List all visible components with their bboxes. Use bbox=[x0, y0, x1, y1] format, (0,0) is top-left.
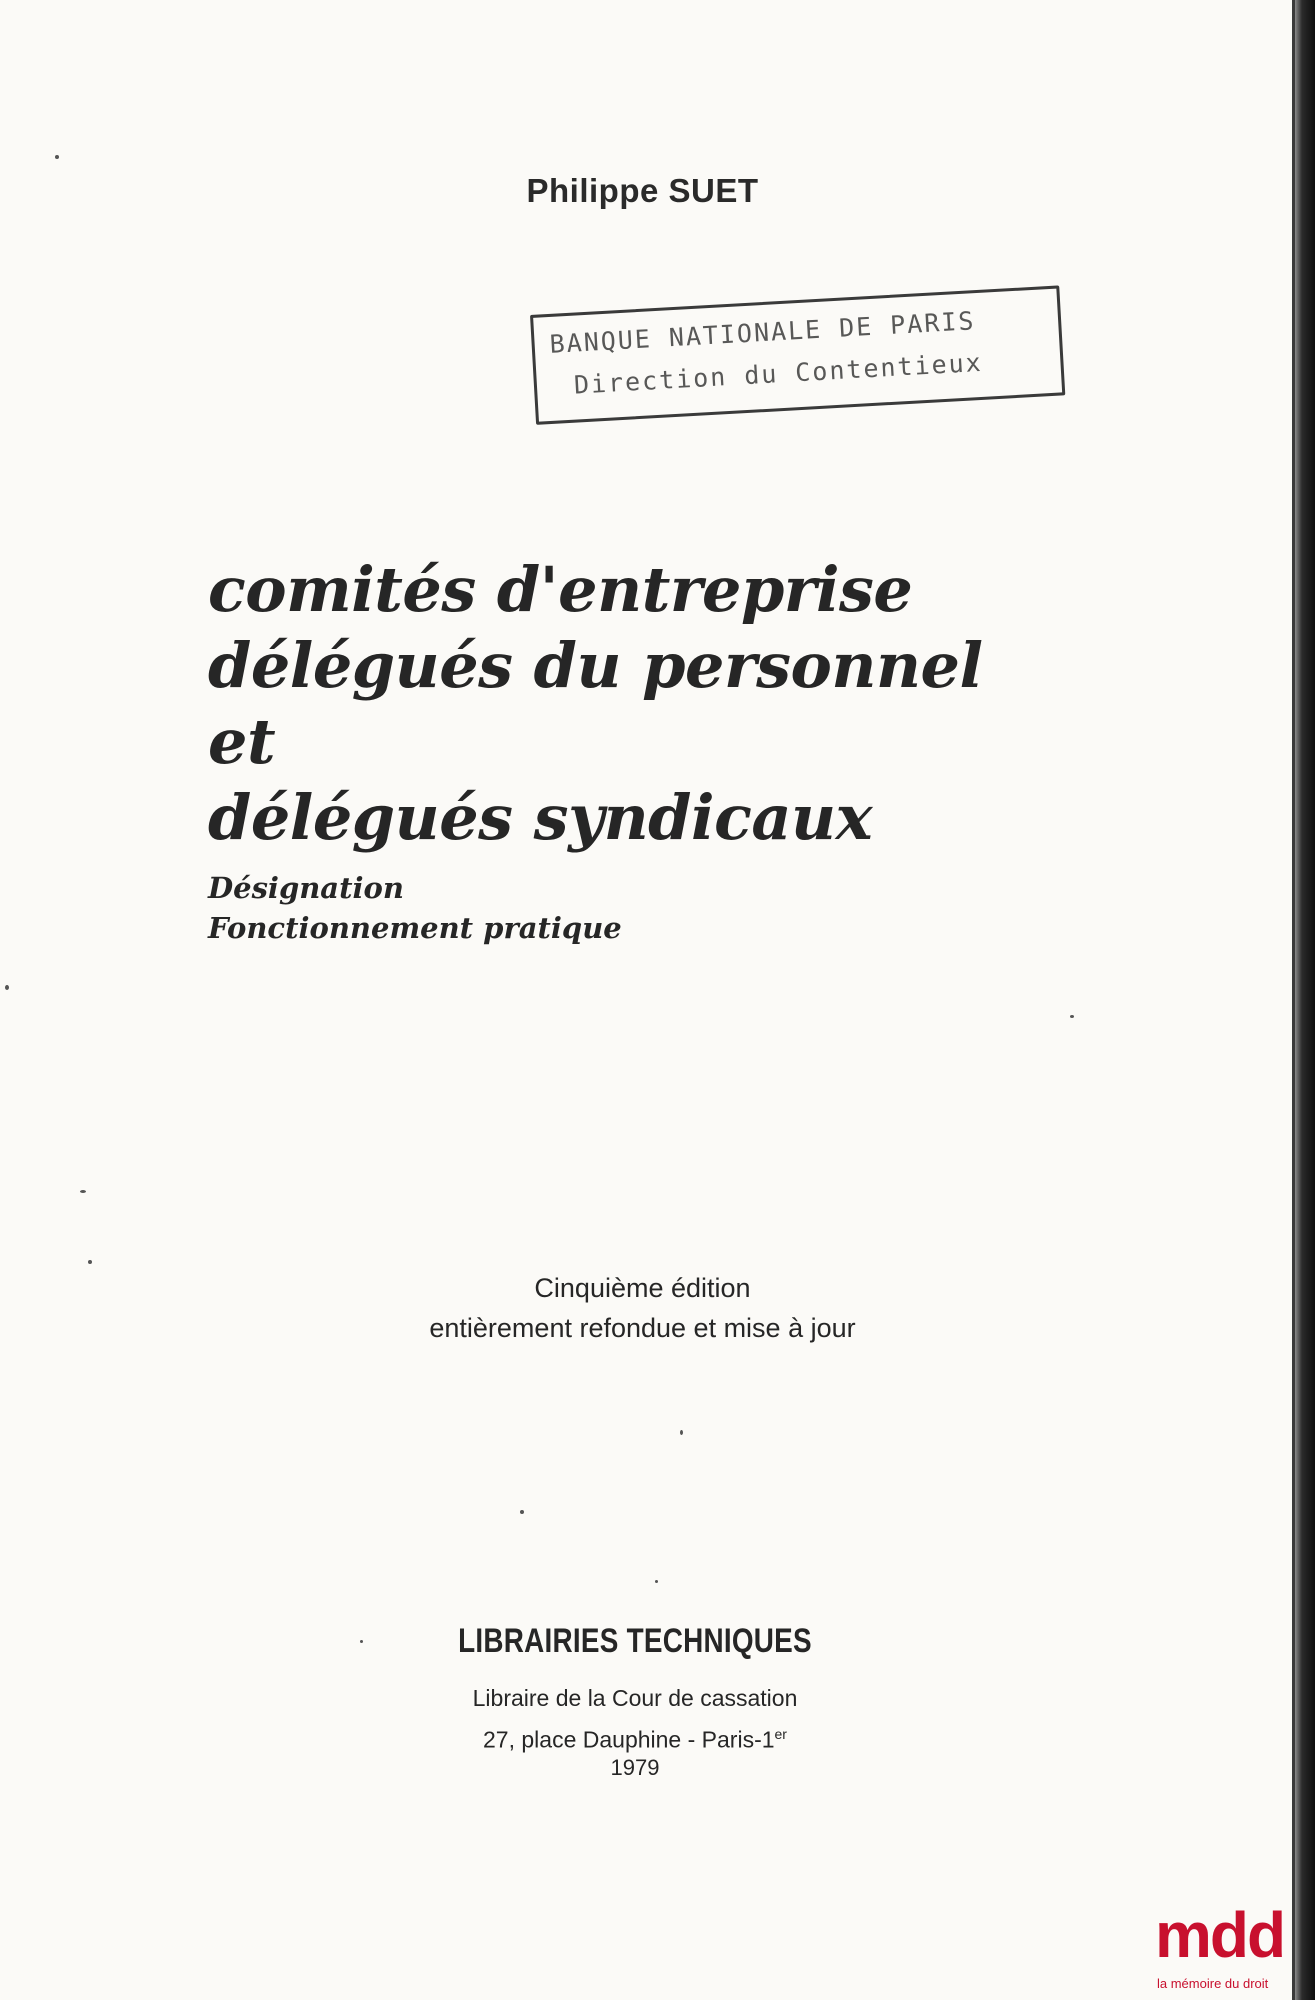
mdd-logo-tagline: la mémoire du droit bbox=[1157, 1976, 1269, 1991]
scan-speck bbox=[655, 1580, 658, 1583]
subtitle-line-1: Désignation bbox=[208, 871, 404, 905]
publisher-address-main: 27, place Dauphine - Paris-1 bbox=[483, 1726, 775, 1753]
stamp-line-2: Direction du Contentieux bbox=[573, 347, 984, 400]
mdd-watermark-logo bbox=[1155, 1900, 1315, 2000]
author-name: Philippe SUET bbox=[526, 172, 759, 209]
title-line-2: délégués du personnel bbox=[208, 629, 983, 702]
publication-year: 1979 bbox=[610, 1755, 660, 1780]
book-title bbox=[208, 552, 1108, 948]
subtitle-line-2: Fonctionnement pratique bbox=[208, 911, 622, 945]
scan-speck bbox=[80, 1190, 86, 1193]
stamp-line-1: BANQUE NATIONALE DE PARIS bbox=[548, 306, 977, 359]
title-line-1: comités d'entreprise bbox=[208, 553, 913, 626]
scan-speck bbox=[520, 1510, 524, 1514]
scan-speck bbox=[5, 985, 9, 990]
scan-speck bbox=[1070, 1015, 1074, 1018]
library-stamp bbox=[530, 285, 1065, 424]
title-line-3: et bbox=[208, 705, 276, 778]
edition-note bbox=[0, 1268, 1285, 1348]
scan-speck bbox=[88, 1260, 92, 1264]
publisher-line-2 bbox=[0, 1716, 1270, 1758]
edition-line-1: Cinquième édition bbox=[534, 1273, 751, 1303]
scan-speck bbox=[680, 1430, 683, 1435]
publisher-address-sup: er bbox=[774, 1726, 787, 1742]
scan-speck bbox=[360, 1640, 363, 1643]
publisher-line-1: Libraire de la Cour de cassation bbox=[472, 1685, 798, 1711]
mdd-logo-text: mdd bbox=[1155, 1899, 1285, 1971]
publisher-address bbox=[0, 1680, 1270, 1758]
publisher-name: LIBRAIRIES TECHNIQUES bbox=[458, 1622, 812, 1660]
book-binding-edge bbox=[1295, 0, 1315, 2000]
edition-line-2: entièrement refondue et mise à jour bbox=[429, 1313, 856, 1343]
title-line-4: délégués syndicaux bbox=[208, 781, 873, 854]
scan-speck bbox=[55, 155, 59, 159]
